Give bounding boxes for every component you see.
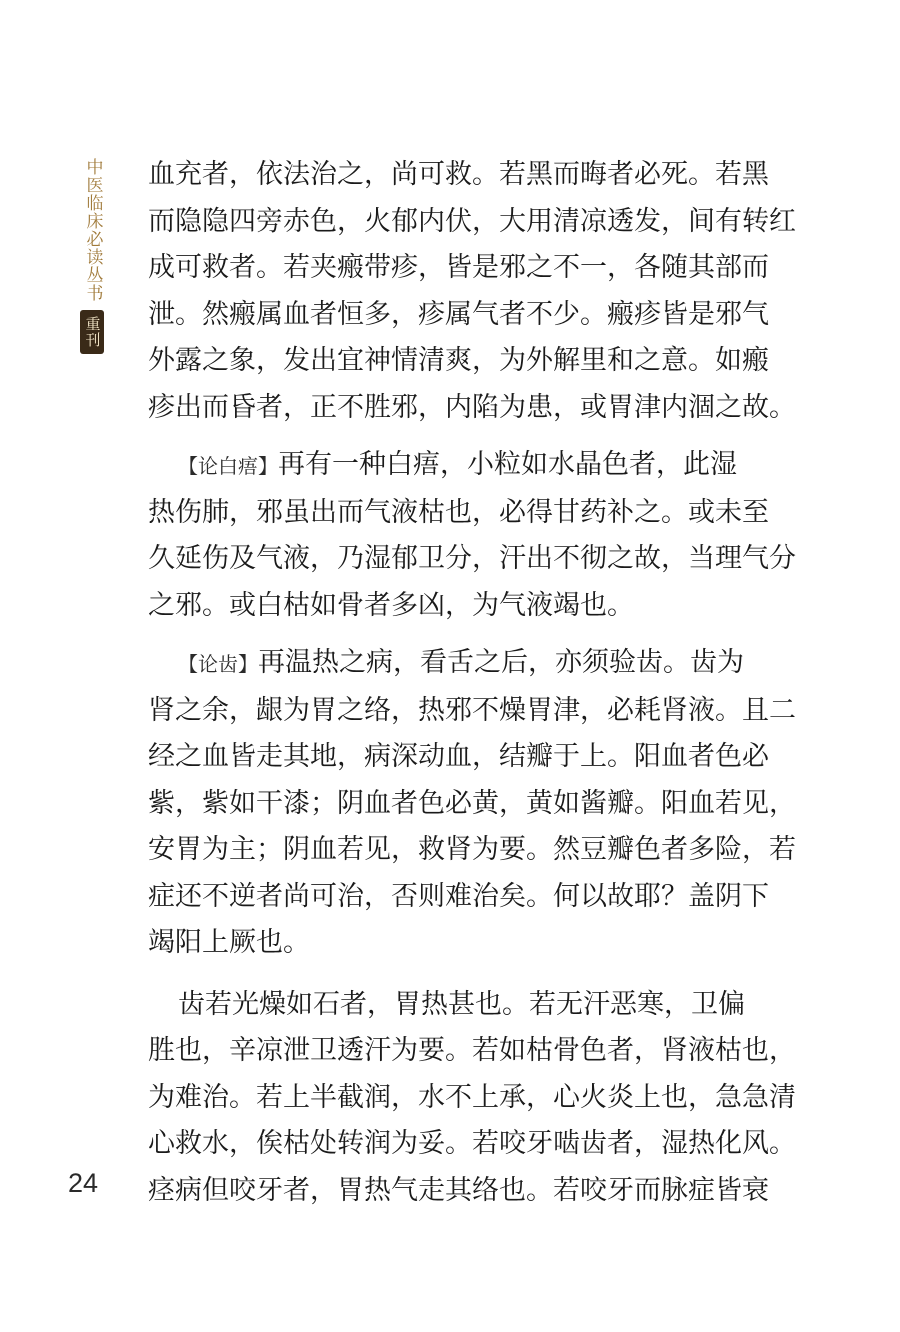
text-line: 竭阳上厥也。: [148, 927, 310, 958]
paragraph: [148, 982, 796, 1215]
text-line: 血充者，依法治之，尚可救。若黑而晦者必死。若黑: [148, 159, 769, 190]
text-line: [148, 442, 748, 490]
text-line: 之邪。或白枯如骨者多凶，为气液竭也。: [148, 589, 634, 621]
text-line: 成可救者。若夹瘢带疹，皆是邪之不一，各随其部而: [148, 252, 769, 283]
text-line: 而隐隐四旁赤色，火郁内伏，大用清凉透发，间有转红: [148, 205, 796, 237]
text-line: 心救水，俟枯处转润为妥。若咬牙啮齿者，湿热化风。: [148, 1128, 796, 1159]
text-line: 外露之象，发出宜神情清爽，为外解里和之意。如瘢: [148, 345, 769, 376]
text-line: 疹出而昏者，正不胜邪，内陷为患，或胃津内涸之故。: [148, 391, 796, 423]
text-run: 齿若光燥如石者，胃热甚也。若无汗恶寒，卫偏: [178, 988, 745, 1020]
text-line: 久延伤及气液，乃湿郁卫分，汗出不彻之故，当理气分: [148, 543, 796, 574]
text-line: 经之血皆走其地，病深动血，结瓣于上。阳血者色必: [148, 741, 769, 772]
text-line: 肾之余，龈为胃之络，热邪不燥胃津，必耗肾液。且二: [148, 694, 796, 726]
text-run: 再有一种白痦，小粒如水晶色者，此湿: [278, 449, 737, 480]
body-text: [148, 152, 796, 1214]
paragraph-teeth: [148, 640, 796, 967]
paragraph-white-miliaria: [148, 442, 796, 629]
section-heading: 【论齿】: [178, 652, 258, 676]
text-line: 症还不逆者尚可治，否则难治矣。何以故耶？盖阴下: [148, 880, 769, 912]
text-line: 为难治。若上半截润，水不上承，心火炎上也，急急清: [148, 1081, 796, 1113]
series-title: 中医临床必读丛书: [82, 158, 103, 302]
reprint-seal: 重刊: [80, 310, 104, 354]
text-line: 紫，紫如干漆；阴血者色必黄，黄如酱瓣。阳血若见，: [148, 787, 796, 819]
text-line: 胜也，辛凉泄卫透汗为要。若如枯骨色者，肾液枯也，: [148, 1035, 796, 1066]
text-line: 痉病但咬牙者，胃热气走其络也。若咬牙而脉症皆衰: [148, 1174, 769, 1206]
page-number: 24: [68, 1168, 99, 1198]
paragraph: [148, 152, 796, 431]
text-line: 热伤肺，邪虽出而气液枯也，必得甘药补之。或未至: [148, 496, 769, 528]
text-run: 再温热之病，看舌之后，亦须验齿。齿为: [258, 647, 744, 678]
text-line: 泄。然瘢属血者恒多，疹属气者不少。瘢疹皆是邪气: [148, 298, 769, 330]
text-line: [148, 640, 748, 688]
section-heading: 【论白痦】: [178, 454, 278, 478]
text-line: [148, 982, 748, 1029]
text-line: 安胃为主；阴血若见，救肾为要。然豆瓣色者多险，若: [148, 834, 796, 865]
series-sidebar: [79, 158, 105, 354]
